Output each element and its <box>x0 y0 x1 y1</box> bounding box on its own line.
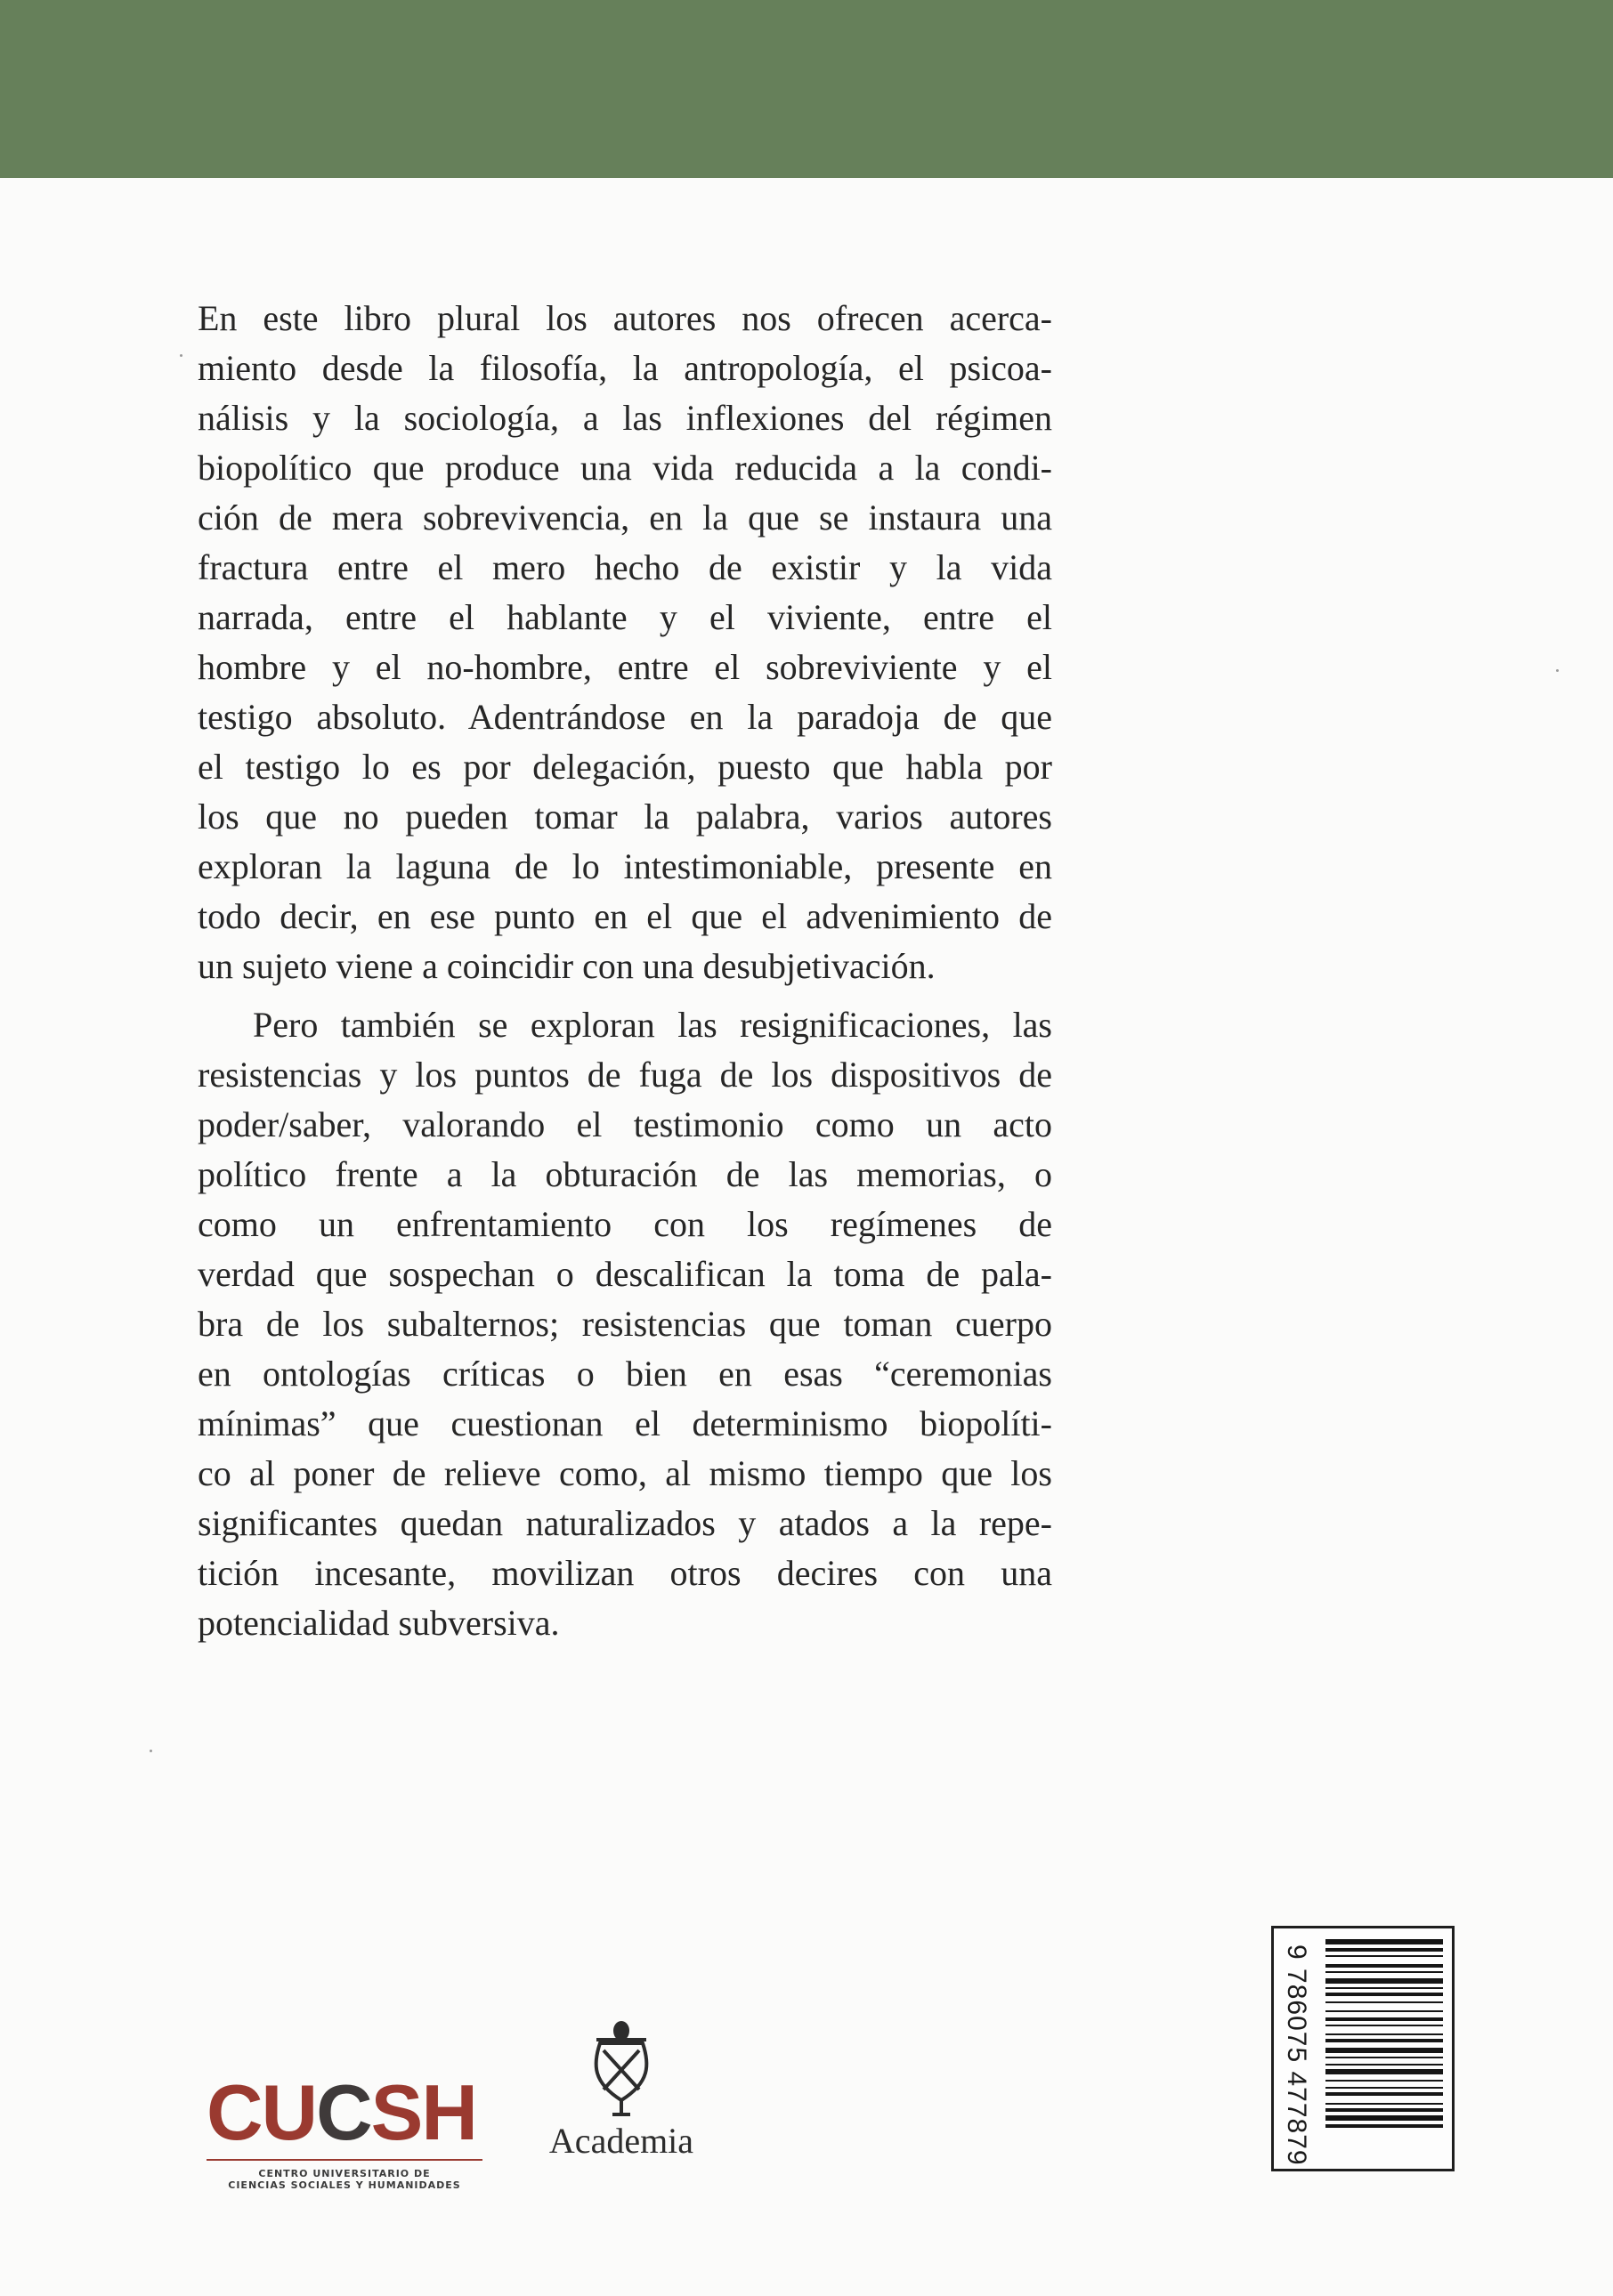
barcode-bar <box>1325 2010 1443 2012</box>
blurb-line: testigo absoluto. Adentrándose en la paradoja de que <box>198 697 1052 737</box>
blurb-line: mínimas” que cuestionan el determinismo biopolíti- <box>198 1403 1052 1443</box>
barcode-bar <box>1325 2048 1443 2053</box>
barcode-bar <box>1325 2064 1443 2066</box>
blurb-line: en ontologías críticas o bien en esas “ceremonias <box>198 1354 1052 1394</box>
barcode-bar <box>1325 1978 1443 1984</box>
cucsh-subtitle: CENTRO UNIVERSITARIO DE CIENCIAS SOCIALES Y HUMANIDADES <box>228 2168 461 2191</box>
paper-speck <box>1556 669 1559 672</box>
paper-speck <box>150 1750 152 1752</box>
blurb-line: miento desde la filosofía, la antropología, el psicoa- <box>198 348 1052 388</box>
blurb-line: todo decir, en ese punto en el que el advenimiento de <box>198 896 1052 936</box>
blurb-line: político frente a la obturación de las memorias, o <box>198 1154 1052 1194</box>
blurb-line: el testigo lo es por delegación, puesto que habla por <box>198 747 1052 787</box>
blurb-line: como un enfrentamiento con los regímenes de <box>198 1204 1052 1244</box>
barcode-bar <box>1325 2033 1443 2035</box>
blurb-line: significantes quedan naturalizados y atados a la repe- <box>198 1503 1052 1543</box>
academia-emblem-icon <box>584 2020 659 2116</box>
blurb-line: potencialidad subversiva. <box>198 1603 560 1643</box>
blurb-line: biopolítico que produce una vida reducida a la condi- <box>198 448 1052 488</box>
barcode-bar <box>1325 2108 1443 2112</box>
barcode-bar <box>1325 2087 1443 2089</box>
blurb-line: los que no pueden tomar la palabra, varios autores <box>198 796 1052 837</box>
barcode-bar <box>1325 1939 1443 1944</box>
barcode-bar <box>1325 2017 1443 2021</box>
isbn-barcode <box>1271 1926 1455 2171</box>
blurb-line: resistencias y los puntos de fuga de los dispositivos de <box>198 1055 1052 1095</box>
blurb-line: co al poner de relieve como, al mismo tiempo que los <box>198 1453 1052 1493</box>
blurb-paragraph-1 <box>198 294 1052 991</box>
blurb-line: exploran la laguna de lo intestimoniable, presente en <box>198 846 1052 886</box>
barcode-bar <box>1325 2069 1443 2074</box>
barcode-bar <box>1325 1987 1443 1989</box>
blurb-line: narrada, entre el hablante y el viviente, entre el <box>198 597 1052 637</box>
paper-speck <box>180 354 182 357</box>
blurb-line: Pero también se exploran las resignificaciones, las <box>253 1005 1052 1045</box>
barcode-bar <box>1325 2124 1443 2128</box>
cover-top-band <box>0 0 1613 178</box>
academia-wordmark: Academia <box>548 2121 694 2161</box>
barcode-bar <box>1325 2001 1443 2003</box>
blurb-line: un sujeto viene a coincidir con una desubjetivación. <box>198 946 936 986</box>
barcode-bar <box>1325 1948 1443 1952</box>
cucsh-logo <box>207 2068 509 2191</box>
academia-logo <box>532 2020 710 2163</box>
blurb-line: tición incesante, movilizan otros decires con una <box>198 1553 1052 1593</box>
barcode-bar <box>1325 2057 1443 2058</box>
blurb-line: ción de mera sobrevivencia, en la que se instaura una <box>198 497 1052 538</box>
cucsh-rule <box>207 2159 482 2161</box>
barcode-bar <box>1325 2039 1443 2042</box>
blurb-line: hombre y el no-hombre, entre el sobreviviente y el <box>198 647 1052 687</box>
barcode-bar <box>1325 1964 1443 1968</box>
barcode-bar <box>1325 2080 1443 2082</box>
barcode-bar <box>1325 1993 1443 1996</box>
blurb-line: poder/saber, valorando el testimonio como un acto <box>198 1104 1052 1144</box>
barcode-bar <box>1325 2092 1443 2096</box>
blurb-line: En este libro plural los autores nos ofrecen acerca- <box>198 298 1052 338</box>
isbn-number: 9 786075 477879 <box>1282 1944 1311 2166</box>
blurb-paragraph-2 <box>198 1000 1052 1648</box>
barcode-bar <box>1325 1955 1443 1957</box>
back-cover-blurb <box>198 294 1052 1648</box>
barcode-bar <box>1325 2115 1443 2121</box>
barcode-bar <box>1325 2025 1443 2026</box>
blurb-line: bra de los subalternos; resistencias que toman cuerpo <box>198 1304 1052 1344</box>
blurb-line: verdad que sospechan o descalifican la toma de pala- <box>198 1254 1052 1294</box>
cucsh-wordmark: CUCSH <box>207 2068 476 2156</box>
blurb-line: fractura entre el mero hecho de existir y la vida <box>198 547 1052 587</box>
barcode-bar <box>1325 2103 1443 2105</box>
barcode-bar <box>1325 1971 1443 1973</box>
blurb-line: nálisis y la sociología, a las inflexiones del régimen <box>198 398 1052 438</box>
